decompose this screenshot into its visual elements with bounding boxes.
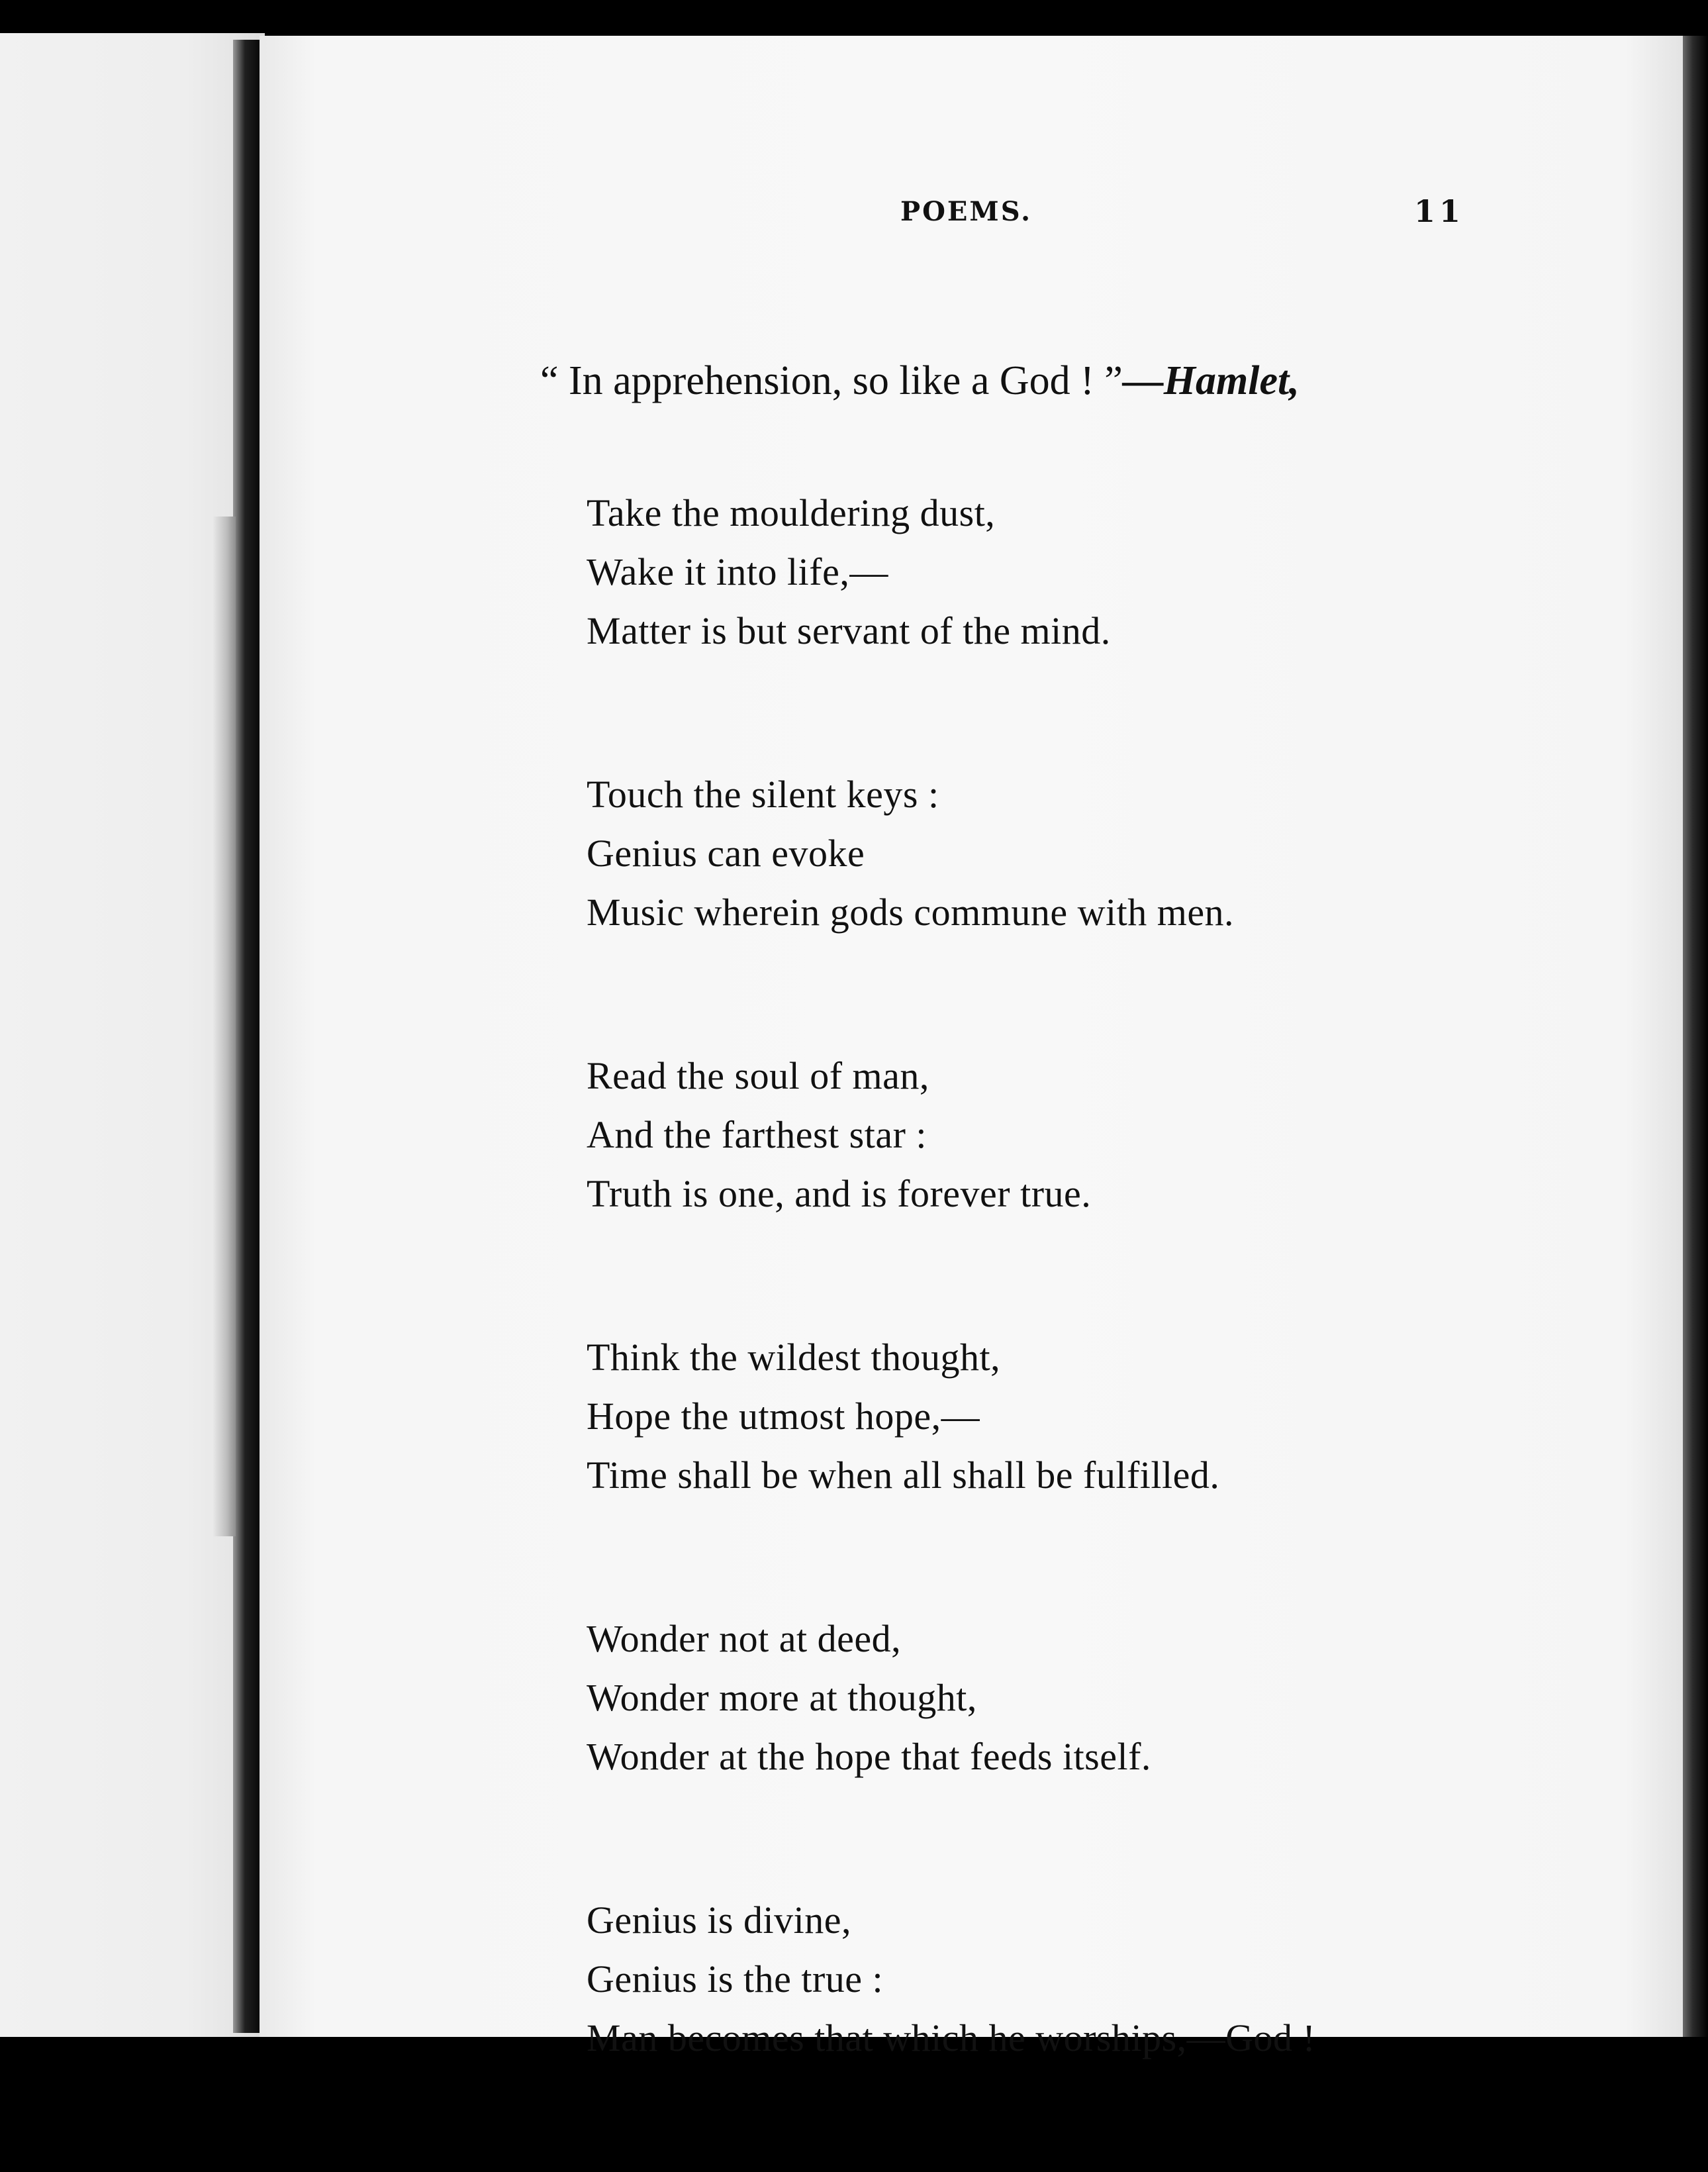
poem-line: Music wherein gods commune with men.	[587, 891, 1235, 934]
stanza	[587, 1891, 1513, 2067]
poem-line: Genius is the true :	[587, 1957, 884, 2000]
poem-line: Take the mouldering dust,	[587, 491, 996, 534]
book-spine-shadow	[233, 40, 260, 2033]
epigraph-attribution: —Hamlet,	[1122, 358, 1300, 403]
scan-top-edge	[0, 0, 1708, 37]
poem-line: Think the wildest thought,	[587, 1336, 1001, 1379]
stanza	[587, 1328, 1513, 1505]
poem-line: Hope the utmost hope,—	[587, 1395, 980, 1438]
poem-line: Genius is divine,	[587, 1899, 851, 1942]
scan-right-edge	[1683, 36, 1708, 2082]
epigraph	[540, 358, 1300, 405]
epigraph-quote: “ In apprehension, so like a God ! ”	[540, 358, 1123, 403]
poem-line: Wonder at the hope that feeds itself.	[587, 1735, 1151, 1778]
page-number: 11	[1414, 193, 1465, 229]
book-spine-highlight	[213, 517, 236, 1536]
stanza	[587, 483, 1513, 660]
poem-line: Matter is but servant of the mind.	[587, 609, 1111, 652]
running-head: POEMS.	[900, 196, 1033, 227]
poem-line: Wake it into life,—	[587, 550, 888, 593]
poem-line: Man becomes that which he worships,—God !	[587, 2016, 1316, 2059]
poem-line: And the farthest star :	[587, 1113, 927, 1156]
stanza	[587, 1046, 1513, 1223]
poem-line: Read the soul of man,	[587, 1054, 929, 1097]
poem-line: Time shall be when all shall be fulfilled.	[587, 1454, 1220, 1497]
stanza	[587, 1609, 1513, 1786]
stanza	[587, 765, 1513, 942]
poem-line: Touch the silent keys :	[587, 773, 939, 816]
poem-line: Wonder more at thought,	[587, 1676, 977, 1719]
poem-line: Truth is one, and is forever true.	[587, 1172, 1092, 1215]
poem-body	[587, 483, 1513, 2172]
poem-line: Wonder not at deed,	[587, 1617, 902, 1660]
poem-line: Genius can evoke	[587, 832, 865, 875]
